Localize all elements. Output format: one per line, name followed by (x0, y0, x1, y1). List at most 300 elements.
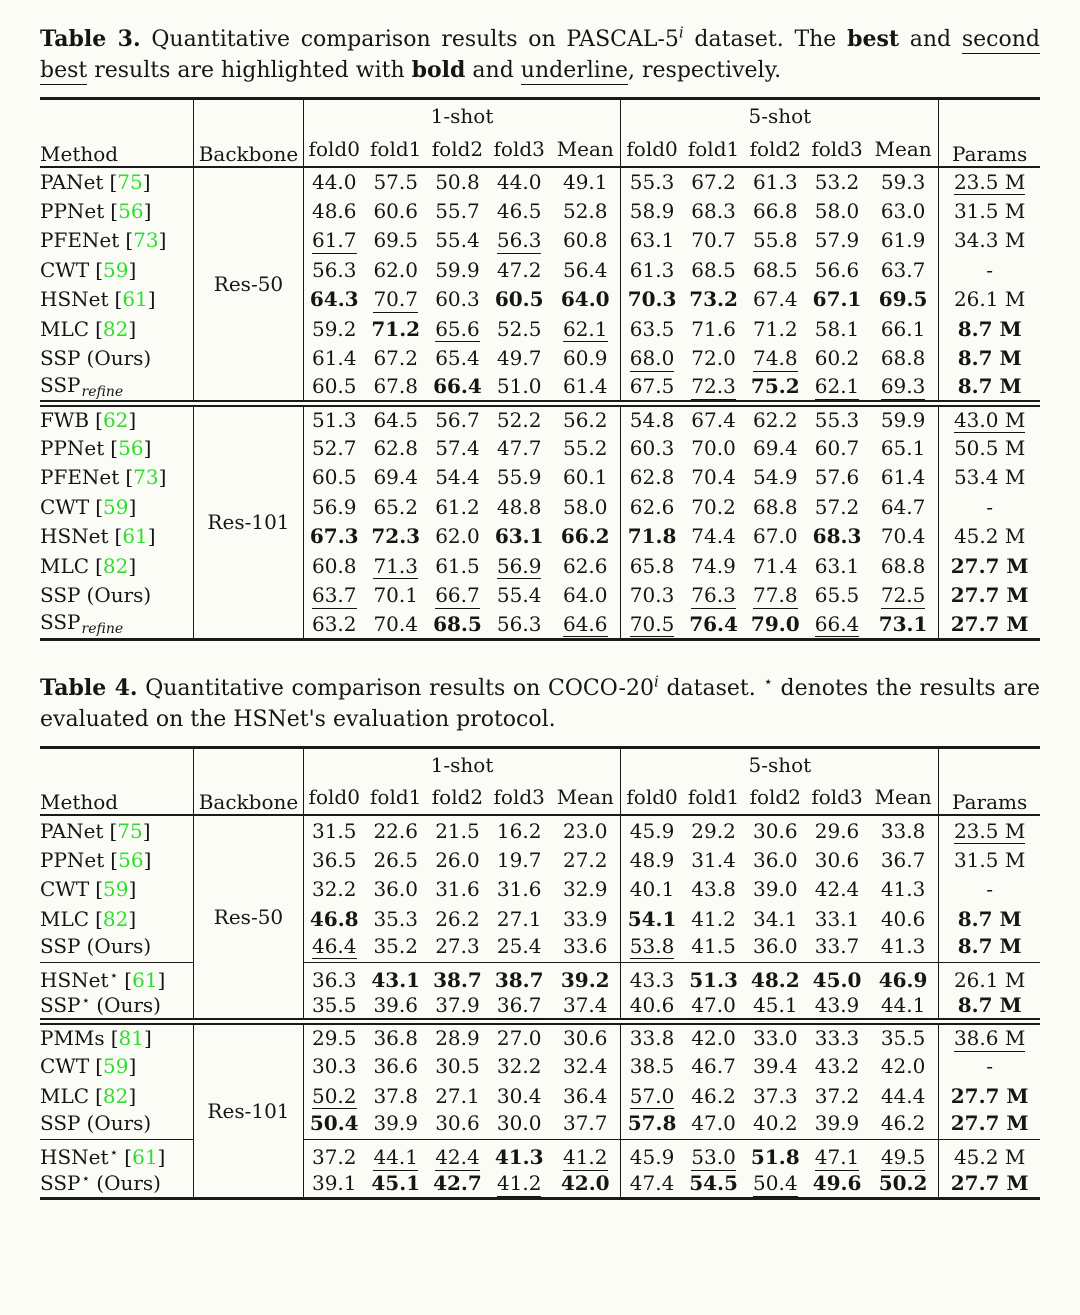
value-cell (806, 845, 868, 875)
value-cell (303, 1140, 365, 1170)
value: 59.3 (880, 169, 926, 194)
table-body (40, 167, 1040, 640)
params-cell (939, 403, 1040, 433)
value-cell (365, 580, 427, 610)
value-cell (550, 314, 621, 344)
value: 8.7 M (957, 933, 1022, 958)
value: 39.9 (373, 1110, 418, 1135)
value: 49.6 (812, 1171, 862, 1196)
citation-number: 75 (117, 169, 143, 194)
value: 61.4 (311, 346, 357, 371)
value: 53.2 (814, 169, 860, 194)
value: 53.8 (629, 933, 675, 958)
value-cell (744, 403, 806, 433)
value: 34.1 (753, 906, 798, 931)
method-cell (40, 285, 194, 315)
value: 60.7 (814, 435, 860, 460)
value-cell (683, 314, 745, 344)
value-cell (683, 933, 745, 963)
value-cell (683, 992, 745, 1022)
method-name: PPNet (40, 198, 105, 223)
value-cell (365, 1051, 427, 1081)
value-cell (365, 1022, 427, 1052)
value: 26.1 M (953, 287, 1026, 312)
params-cell (939, 551, 1040, 581)
value: 69.4 (373, 465, 418, 490)
citation-number: 73 (133, 465, 159, 490)
method-name: HSNet (40, 287, 109, 312)
value-cell (303, 196, 365, 226)
value-cell (744, 196, 806, 226)
value-cell (550, 845, 621, 875)
table3-section (40, 24, 1040, 641)
table-row (40, 521, 1040, 551)
value: 76.4 (689, 611, 738, 636)
value: 32.2 (496, 1054, 542, 1079)
value-cell (488, 403, 550, 433)
value-cell (427, 933, 489, 963)
value: 46.2 (880, 1110, 926, 1135)
method-cell (40, 1022, 194, 1052)
value-cell (427, 521, 489, 551)
caption-segment: Quantitative comparison results on COCO-20 (137, 675, 654, 701)
value-cell (550, 904, 621, 934)
value: 41.3 (880, 933, 926, 958)
method-name: MLC (40, 316, 90, 341)
value-cell (365, 492, 427, 522)
value-cell (303, 226, 365, 256)
method-name: SSP (40, 933, 81, 958)
value-cell (427, 1110, 489, 1140)
backbone-cell: Res-101 (194, 403, 303, 639)
value: 28.9 (435, 1026, 480, 1051)
value-cell (427, 433, 489, 463)
value: 49.1 (562, 169, 608, 194)
value-cell (303, 992, 365, 1022)
value: 68.0 (629, 346, 675, 371)
method-name: HSNet (40, 968, 109, 993)
value: 79.0 (750, 611, 800, 636)
value: 36.5 (311, 847, 357, 872)
value: 41.3 (494, 1145, 544, 1170)
value: 45.2 M (953, 524, 1026, 549)
method-cell (40, 433, 194, 463)
params-cell (939, 580, 1040, 610)
table-row (40, 314, 1040, 344)
value: 70.5 (629, 611, 675, 636)
method-column-header: Method (40, 747, 194, 815)
caption-segment: second best (40, 27, 1040, 83)
method-name: MLC (40, 553, 90, 578)
value: 42.4 (814, 877, 860, 902)
value: 44.4 (880, 1083, 926, 1108)
value: 45.0 (812, 968, 862, 993)
value: 67.8 (373, 374, 418, 399)
value: 43.3 (629, 968, 675, 993)
value: 56.7 (435, 407, 480, 432)
value-cell (550, 1022, 621, 1052)
caption-segment: underline (520, 58, 628, 83)
value-cell (488, 285, 550, 315)
method-cell (40, 1051, 194, 1081)
value-cell (683, 403, 745, 433)
table-row (40, 580, 1040, 610)
value-cell (744, 226, 806, 256)
value: 63.1 (814, 553, 860, 578)
fold-header: fold0 (621, 132, 683, 167)
value-cell (621, 1051, 683, 1081)
value-cell (427, 904, 489, 934)
method-cell (40, 1169, 194, 1199)
value: 69.5 (878, 287, 928, 312)
value: 46.8 (309, 906, 359, 931)
method-suffix: (Ours) (86, 1110, 152, 1135)
value-cell (683, 904, 745, 934)
value-cell (488, 904, 550, 934)
value-cell (744, 255, 806, 285)
value: 62.1 (814, 374, 860, 399)
value: 51.8 (750, 1145, 800, 1170)
value: 72.5 (880, 583, 926, 608)
value: 60.5 (494, 287, 544, 312)
table-row (40, 933, 1040, 963)
value: 66.8 (753, 198, 798, 223)
value: 36.0 (753, 933, 798, 958)
value-cell (427, 874, 489, 904)
backbone-cell: Res-50 (194, 167, 303, 404)
value: 23.0 (562, 818, 608, 843)
value: 52.2 (496, 407, 542, 432)
value-cell (806, 1169, 868, 1199)
fold-header: fold1 (683, 780, 745, 815)
value-cell (744, 845, 806, 875)
table-row (40, 874, 1040, 904)
value: 46.9 (878, 968, 928, 993)
value: 60.3 (435, 287, 480, 312)
value: 29.2 (691, 818, 736, 843)
value-cell (806, 1081, 868, 1111)
table-row (40, 226, 1040, 256)
value-cell (303, 815, 365, 845)
value-cell (868, 1022, 939, 1052)
value-cell (683, 845, 745, 875)
table-row (40, 492, 1040, 522)
value: 62.6 (629, 494, 675, 519)
value: 30.3 (311, 1054, 357, 1079)
value-cell (303, 580, 365, 610)
value-cell (868, 933, 939, 963)
value: 61.3 (629, 257, 675, 282)
value-cell (303, 874, 365, 904)
method-name: PANet (40, 169, 104, 194)
value: 62.2 (753, 407, 798, 432)
value-cell (427, 551, 489, 581)
value: 63.7 (880, 257, 926, 282)
method-cell (40, 462, 194, 492)
value: 44.0 (496, 169, 542, 194)
value: 71.2 (371, 316, 421, 341)
params-column-header: Params (939, 747, 1040, 815)
value-cell (621, 933, 683, 963)
value: 36.8 (373, 1026, 418, 1051)
value-cell (683, 433, 745, 463)
value-cell (488, 551, 550, 581)
value-cell (303, 933, 365, 963)
value-cell (868, 285, 939, 315)
value-cell (621, 314, 683, 344)
method-cell (40, 314, 194, 344)
value-cell (806, 1140, 868, 1170)
value: 33.0 (753, 1026, 798, 1051)
value-cell (744, 815, 806, 845)
value: 43.1 (371, 968, 421, 993)
fold-header: fold2 (744, 132, 806, 167)
value: 37.9 (435, 993, 480, 1018)
value: 70.1 (373, 583, 418, 608)
caption-segment: i (678, 23, 684, 42)
value: 50.4 (309, 1110, 359, 1135)
value: 27.3 (435, 933, 480, 958)
value-cell (365, 285, 427, 315)
value: 54.1 (627, 906, 677, 931)
value-cell (365, 1110, 427, 1140)
value-cell (550, 992, 621, 1022)
value: 77.8 (753, 583, 798, 608)
value: 35.5 (311, 993, 357, 1018)
value: 52.8 (562, 198, 608, 223)
method-cell (40, 874, 194, 904)
value: 62.8 (629, 465, 675, 490)
value: 65.6 (435, 316, 480, 341)
table3 (40, 97, 1040, 641)
value-cell (868, 344, 939, 374)
table-row (40, 845, 1040, 875)
value-cell (621, 1022, 683, 1052)
value-cell (683, 815, 745, 845)
value: 55.2 (562, 435, 608, 460)
value-cell (427, 845, 489, 875)
value-cell (303, 1022, 365, 1052)
value-cell (806, 285, 868, 315)
method-subscript: refine (81, 383, 124, 400)
value: 70.7 (691, 228, 736, 253)
params-cell (939, 874, 1040, 904)
value-cell (303, 433, 365, 463)
value-cell (683, 226, 745, 256)
value-cell (868, 992, 939, 1022)
value: 30.5 (435, 1054, 480, 1079)
method-name: PFENet (40, 465, 120, 490)
value-cell (427, 1051, 489, 1081)
value: 57.9 (814, 228, 860, 253)
value-cell (868, 462, 939, 492)
value: 37.8 (373, 1083, 418, 1108)
params-cell (939, 314, 1040, 344)
value-cell (550, 403, 621, 433)
value: 48.2 (750, 968, 800, 993)
method-cell (40, 845, 194, 875)
value-cell (621, 963, 683, 993)
value: 58.0 (814, 198, 860, 223)
table-row (40, 462, 1040, 492)
method-cell (40, 992, 194, 1022)
value: 8.7 M (957, 374, 1022, 399)
citation: [59] (95, 877, 137, 902)
value-cell (550, 1051, 621, 1081)
value-cell (488, 1169, 550, 1199)
value-cell (744, 874, 806, 904)
value: 55.4 (435, 228, 480, 253)
value-cell (365, 433, 427, 463)
value: - (986, 877, 994, 902)
value: 56.9 (311, 494, 357, 519)
value-cell (303, 1051, 365, 1081)
value-cell (488, 1051, 550, 1081)
value: 64.0 (560, 287, 610, 312)
value-cell (365, 1140, 427, 1170)
method-cell (40, 815, 194, 845)
table-row (40, 1110, 1040, 1140)
backbone-cell: Res-50 (194, 815, 303, 1022)
value-cell (683, 1022, 745, 1052)
value-cell (303, 1081, 365, 1111)
value: 58.9 (629, 198, 675, 223)
value: 35.2 (373, 933, 418, 958)
value: 73.1 (878, 611, 928, 636)
value: 30.6 (562, 1026, 608, 1051)
value-cell (744, 963, 806, 993)
value: 36.0 (373, 877, 418, 902)
value-cell (427, 226, 489, 256)
value-cell (868, 521, 939, 551)
citation-number: 82 (102, 553, 129, 578)
caption-segment: denotes the results are evaluated on the HSNet's evaluation protocol. (40, 675, 1040, 732)
method-cell (40, 610, 194, 640)
value: 67.4 (691, 407, 736, 432)
value: 59.9 (435, 257, 480, 282)
value: 35.3 (373, 906, 418, 931)
value: 57.4 (435, 435, 480, 460)
value: 50.5 M (953, 435, 1026, 460)
table-row (40, 433, 1040, 463)
table-row (40, 610, 1040, 640)
value-cell (806, 874, 868, 904)
citation-number: 59 (103, 257, 129, 282)
value: 45.1 (371, 1171, 421, 1196)
value-cell (365, 610, 427, 640)
params-cell (939, 521, 1040, 551)
value-cell (744, 1051, 806, 1081)
params-column-header: Params (939, 99, 1040, 167)
value-cell (621, 433, 683, 463)
value-cell (488, 433, 550, 463)
value: 56.4 (562, 257, 608, 282)
value: 71.3 (373, 553, 418, 578)
value-cell (550, 1081, 621, 1111)
value: 33.8 (880, 818, 926, 843)
value-cell (806, 314, 868, 344)
params-cell (939, 610, 1040, 640)
value: 36.6 (373, 1054, 418, 1079)
value: 36.0 (753, 847, 798, 872)
params-cell (939, 815, 1040, 845)
value: 45.1 (753, 993, 798, 1018)
value: 26.2 (435, 906, 480, 931)
value: 67.5 (629, 374, 675, 399)
table-row (40, 373, 1040, 403)
value-cell (488, 1081, 550, 1111)
value: 64.5 (373, 407, 418, 432)
value: 66.1 (880, 316, 926, 341)
value: 60.5 (311, 374, 357, 399)
method-suffix: (Ours) (86, 933, 152, 958)
caption-segment: i (654, 672, 659, 691)
value: 30.6 (753, 818, 798, 843)
table-row (40, 1169, 1040, 1199)
value-cell (550, 433, 621, 463)
value-cell (488, 1110, 550, 1140)
value: 63.0 (880, 198, 926, 223)
value: 32.2 (311, 877, 357, 902)
value-cell (744, 433, 806, 463)
value-cell (427, 462, 489, 492)
value: 31.6 (496, 877, 542, 902)
value-cell (683, 462, 745, 492)
value-cell (806, 167, 868, 197)
value: 63.1 (629, 228, 675, 253)
citation-number: 56 (118, 435, 144, 460)
value: 64.6 (562, 611, 608, 636)
value: 60.8 (311, 553, 357, 578)
value-cell (365, 403, 427, 433)
value-cell (744, 344, 806, 374)
value-cell (365, 462, 427, 492)
method-cell (40, 963, 194, 993)
value: 30.4 (496, 1083, 542, 1108)
value-cell (744, 610, 806, 640)
value: 41.2 (496, 1171, 542, 1196)
value: 26.1 M (953, 968, 1026, 993)
table-row (40, 1081, 1040, 1111)
value: 56.2 (562, 407, 608, 432)
value-cell (550, 874, 621, 904)
value: 70.2 (691, 494, 736, 519)
value-cell (427, 1140, 489, 1170)
header-group-row (40, 747, 1040, 780)
value: 60.9 (562, 346, 608, 371)
fold-header: fold0 (303, 780, 365, 815)
params-cell (939, 963, 1040, 993)
value-cell (868, 580, 939, 610)
value: 56.9 (496, 553, 542, 578)
value-cell (621, 255, 683, 285)
params-cell (939, 167, 1040, 197)
citation: [82] (95, 553, 137, 578)
table-body (40, 815, 1040, 1199)
value-cell (488, 226, 550, 256)
value: 75.2 (750, 374, 800, 399)
value-cell (806, 610, 868, 640)
value: 68.8 (753, 494, 798, 519)
value: 74.4 (691, 524, 736, 549)
value: 58.1 (814, 316, 860, 341)
value-cell (303, 521, 365, 551)
value: 23.5 M (953, 818, 1026, 843)
value-cell (427, 1169, 489, 1199)
value: 38.6 M (953, 1026, 1026, 1051)
value-cell (683, 1110, 745, 1140)
value: - (986, 257, 994, 282)
